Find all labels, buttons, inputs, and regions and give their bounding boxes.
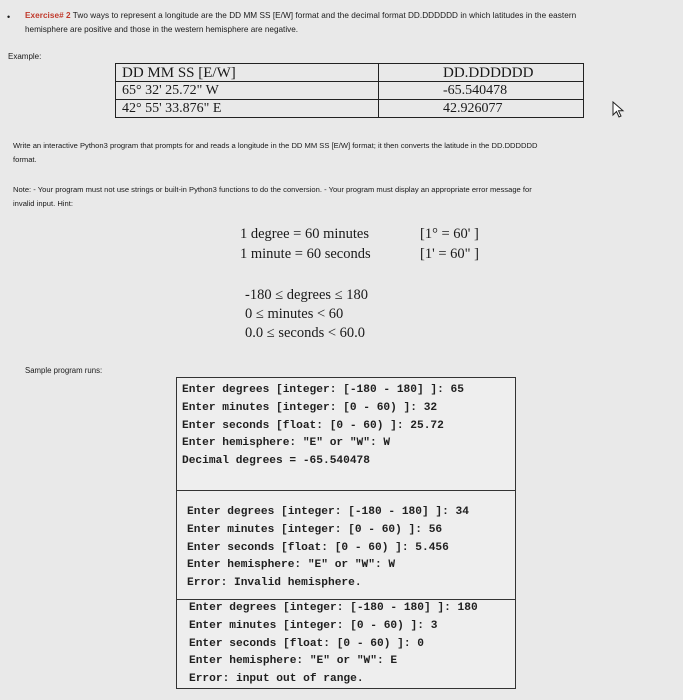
sample-runs-box [176,377,516,689]
note-line-1: Note: - Your program must not use strings or built-in Python3 functions to do the conversion. - Your program must display an appropriate error message for [13,185,532,194]
instruction-line-2: format. [13,155,37,164]
table-header-cell: DD MM SS [E/W] [116,64,379,82]
exercise-line-1 [25,11,576,20]
second-range: 0.0 ≤ seconds < 60.0 [245,325,366,341]
hint-degree-equation: 1 degree = 60 minutes [240,226,369,242]
degree-range: -180 ≤ degrees ≤ 180 [245,287,369,303]
table-header-row [116,64,584,82]
exercise-label: Exercise# 2 [25,11,71,20]
table-header-cell: DD.DDDDDD [379,64,584,82]
sample-runs-label: Sample program runs: [25,366,103,375]
table-cell: 65° 32' 25.72" W [116,82,379,100]
hint-degree-bracket: [1° = 60' ] [420,226,479,242]
example-table [115,63,584,118]
sample-run-2: Enter degrees [integer: [-180 - 180] ]: 34 Enter minutes [integer: [0 - 60) ]: 56 Enter seconds [float: [0 - 60) ]: 5.456 Enter hemisphere: "E" or "W": W Error: Invalid hemisphere. [187,506,469,590]
table-row [116,100,584,118]
example-label: Example: [8,52,42,61]
run-divider [177,490,515,491]
hint-minute-bracket: [1' = 60" ] [420,246,479,262]
sample-run-1: Enter degrees [integer: [-180 - 180] ]: 65 Enter minutes [integer: [0 - 60) ]: 32 Enter seconds [float: [0 - 60) ]: 25.72 Enter hemisphere: "E" or "W": W Decimal degrees = -65.540478 [182,384,464,468]
instruction-line-1: Write an interactive Python3 program that prompts for and reads a longitude in the DD MM SS [E/W] format; it then converts the latitude in the DD.DDDDDD [13,141,538,150]
table-row [116,82,584,100]
exercise-text: Two ways to represent a longitude are the DD MM SS [E/W] format and the decimal format DD.DDDDDD in which latitudes in the eastern [70,11,577,20]
minute-range: 0 ≤ minutes < 60 [245,306,344,322]
table-cell: 42° 55' 33.876" E [116,100,379,118]
mouse-pointer-icon [612,101,626,119]
table-cell: -65.540478 [379,82,584,100]
bullet: • [7,12,11,22]
exercise-line-2: hemisphere are positive and those in the western hemisphere are negative. [25,25,299,34]
note-line-2: invalid input. Hint: [13,199,73,208]
hint-minute-equation: 1 minute = 60 seconds [240,246,371,262]
sample-run-3: Enter degrees [integer: [-180 - 180] ]: 180 Enter minutes [integer: [0 - 60) ]: 3 Enter seconds [float: [0 - 60) ]: 0 Enter hemisphere: "E" or "W": E Error: input out of range. [189,602,478,686]
table-cell: 42.926077 [379,100,584,118]
